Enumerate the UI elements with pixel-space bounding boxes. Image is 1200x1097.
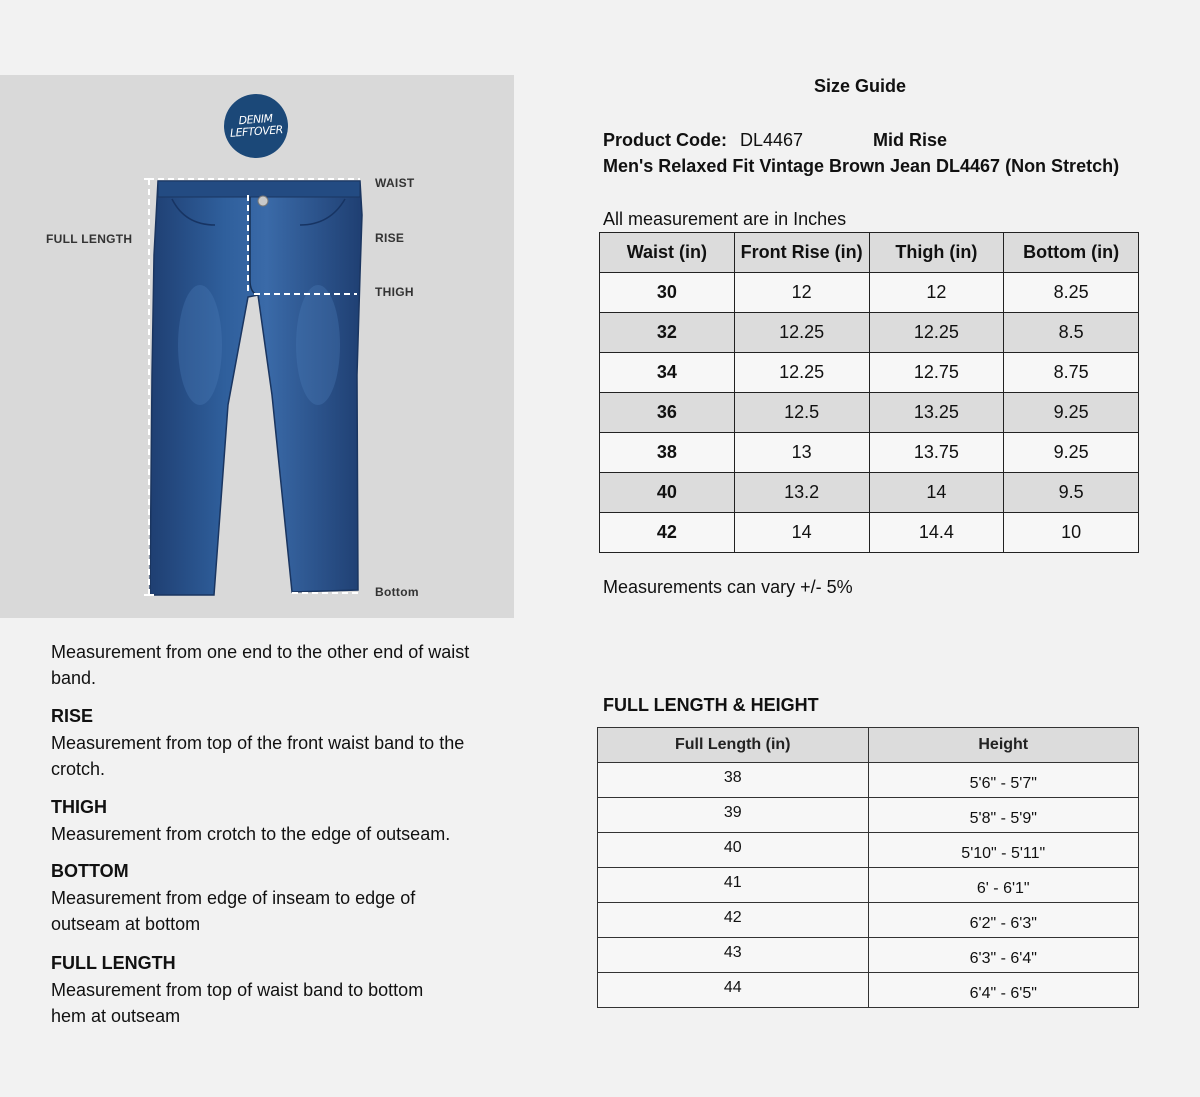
- product-code-line: [603, 127, 803, 153]
- units-note: All measurement are in Inches: [603, 209, 847, 229]
- cell-waist: 42: [600, 513, 735, 553]
- header-bottom: Bottom (in): [1004, 233, 1139, 273]
- cell-bottom: 9.5: [1004, 473, 1139, 513]
- cell-bottom: 8.25: [1004, 273, 1139, 313]
- cell-waist: 34: [600, 353, 735, 393]
- label-rise: RISE: [375, 231, 405, 245]
- product-code-label: Product Code:: [603, 130, 727, 150]
- jeans-illustration-panel: [0, 75, 514, 618]
- cell-thigh: 12.75: [869, 353, 1004, 393]
- size-table-header: [600, 233, 1139, 273]
- thigh-heading: THIGH: [51, 797, 107, 817]
- length-table: [597, 727, 1139, 1008]
- cell-height: 5'10" - 5'11": [868, 833, 1139, 868]
- cell-bottom: 9.25: [1004, 393, 1139, 433]
- variance-note: Measurements can vary +/- 5%: [603, 577, 853, 597]
- cell-height: 6'2" - 6'3": [868, 903, 1139, 938]
- cell-full-length: 43: [598, 938, 869, 973]
- thigh-description: Measurement from crotch to the edge of outseam.: [51, 824, 451, 844]
- rise-type: Mid Rise: [873, 130, 948, 150]
- waist-description: Measurement from one end to the other end of waist band.: [51, 642, 470, 688]
- label-full-length: FULL LENGTH: [46, 232, 133, 246]
- cell-height: 6'4" - 6'5": [868, 973, 1139, 1008]
- header-full-length: Full Length (in): [598, 728, 869, 763]
- size-guide-title: Size Guide: [813, 76, 907, 96]
- table-row: [598, 903, 1139, 938]
- cell-height: 5'8" - 5'9": [868, 798, 1139, 833]
- bottom-heading: BOTTOM: [51, 861, 129, 881]
- cell-bottom: 8.5: [1004, 313, 1139, 353]
- cell-waist: 38: [600, 433, 735, 473]
- table-row: [600, 353, 1139, 393]
- header-height: Height: [868, 728, 1139, 763]
- cell-waist: 30: [600, 273, 735, 313]
- cell-front-rise: 12: [734, 273, 869, 313]
- label-thigh: THIGH: [375, 285, 414, 299]
- cell-waist: 36: [600, 393, 735, 433]
- label-bottom: Bottom: [375, 585, 419, 599]
- table-row: [600, 433, 1139, 473]
- header-front-rise: Front Rise (in): [734, 233, 869, 273]
- length-table-title: FULL LENGTH & HEIGHT: [603, 695, 819, 715]
- full-length-description: Measurement from top of waist band to bottom hem at outseam: [51, 980, 424, 1026]
- cell-height: 6'3" - 6'4": [868, 938, 1139, 973]
- cell-bottom: 8.75: [1004, 353, 1139, 393]
- cell-full-length: 42: [598, 903, 869, 938]
- cell-full-length: 38: [598, 763, 869, 798]
- rise-heading: RISE: [51, 706, 94, 726]
- bottom-description: Measurement from edge of inseam to edge of outseam at bottom: [51, 888, 416, 934]
- table-row: [600, 313, 1139, 353]
- table-row: [598, 938, 1139, 973]
- cell-bottom: 9.25: [1004, 433, 1139, 473]
- table-row: [600, 473, 1139, 513]
- cell-full-length: 39: [598, 798, 869, 833]
- cell-thigh: 14: [869, 473, 1004, 513]
- table-row: [598, 868, 1139, 903]
- cell-front-rise: 12.25: [734, 313, 869, 353]
- cell-thigh: 13.75: [869, 433, 1004, 473]
- cell-thigh: 13.25: [869, 393, 1004, 433]
- cell-full-length: 40: [598, 833, 869, 868]
- header-thigh: Thigh (in): [869, 233, 1004, 273]
- full-length-heading: FULL LENGTH: [51, 953, 176, 973]
- table-row: [598, 973, 1139, 1008]
- product-code: DL4467: [740, 130, 804, 150]
- table-row: [600, 273, 1139, 313]
- cell-front-rise: 13.2: [734, 473, 869, 513]
- header-waist: Waist (in): [600, 233, 735, 273]
- table-row: [600, 513, 1139, 553]
- cell-height: 5'6" - 5'7": [868, 763, 1139, 798]
- product-name: Men's Relaxed Fit Vintage Brown Jean DL4467 (Non Stretch): [603, 156, 1120, 176]
- cell-thigh: 12: [869, 273, 1004, 313]
- cell-bottom: 10: [1004, 513, 1139, 553]
- cell-thigh: 14.4: [869, 513, 1004, 553]
- brand-logo: DENIM LEFTOVER: [222, 92, 290, 160]
- cell-front-rise: 14: [734, 513, 869, 553]
- cell-full-length: 44: [598, 973, 869, 1008]
- label-waist: WAIST: [375, 176, 415, 190]
- cell-front-rise: 12.25: [734, 353, 869, 393]
- cell-waist: 40: [600, 473, 735, 513]
- table-row: [600, 393, 1139, 433]
- cell-thigh: 12.25: [869, 313, 1004, 353]
- length-table-header: [598, 728, 1139, 763]
- cell-height: 6' - 6'1": [868, 868, 1139, 903]
- cell-full-length: 41: [598, 868, 869, 903]
- cell-front-rise: 13: [734, 433, 869, 473]
- cell-waist: 32: [600, 313, 735, 353]
- cell-front-rise: 12.5: [734, 393, 869, 433]
- size-table: [599, 232, 1139, 553]
- table-row: [598, 798, 1139, 833]
- rise-description: Measurement from top of the front waist band to the crotch.: [51, 733, 465, 779]
- table-row: [598, 763, 1139, 798]
- table-row: [598, 833, 1139, 868]
